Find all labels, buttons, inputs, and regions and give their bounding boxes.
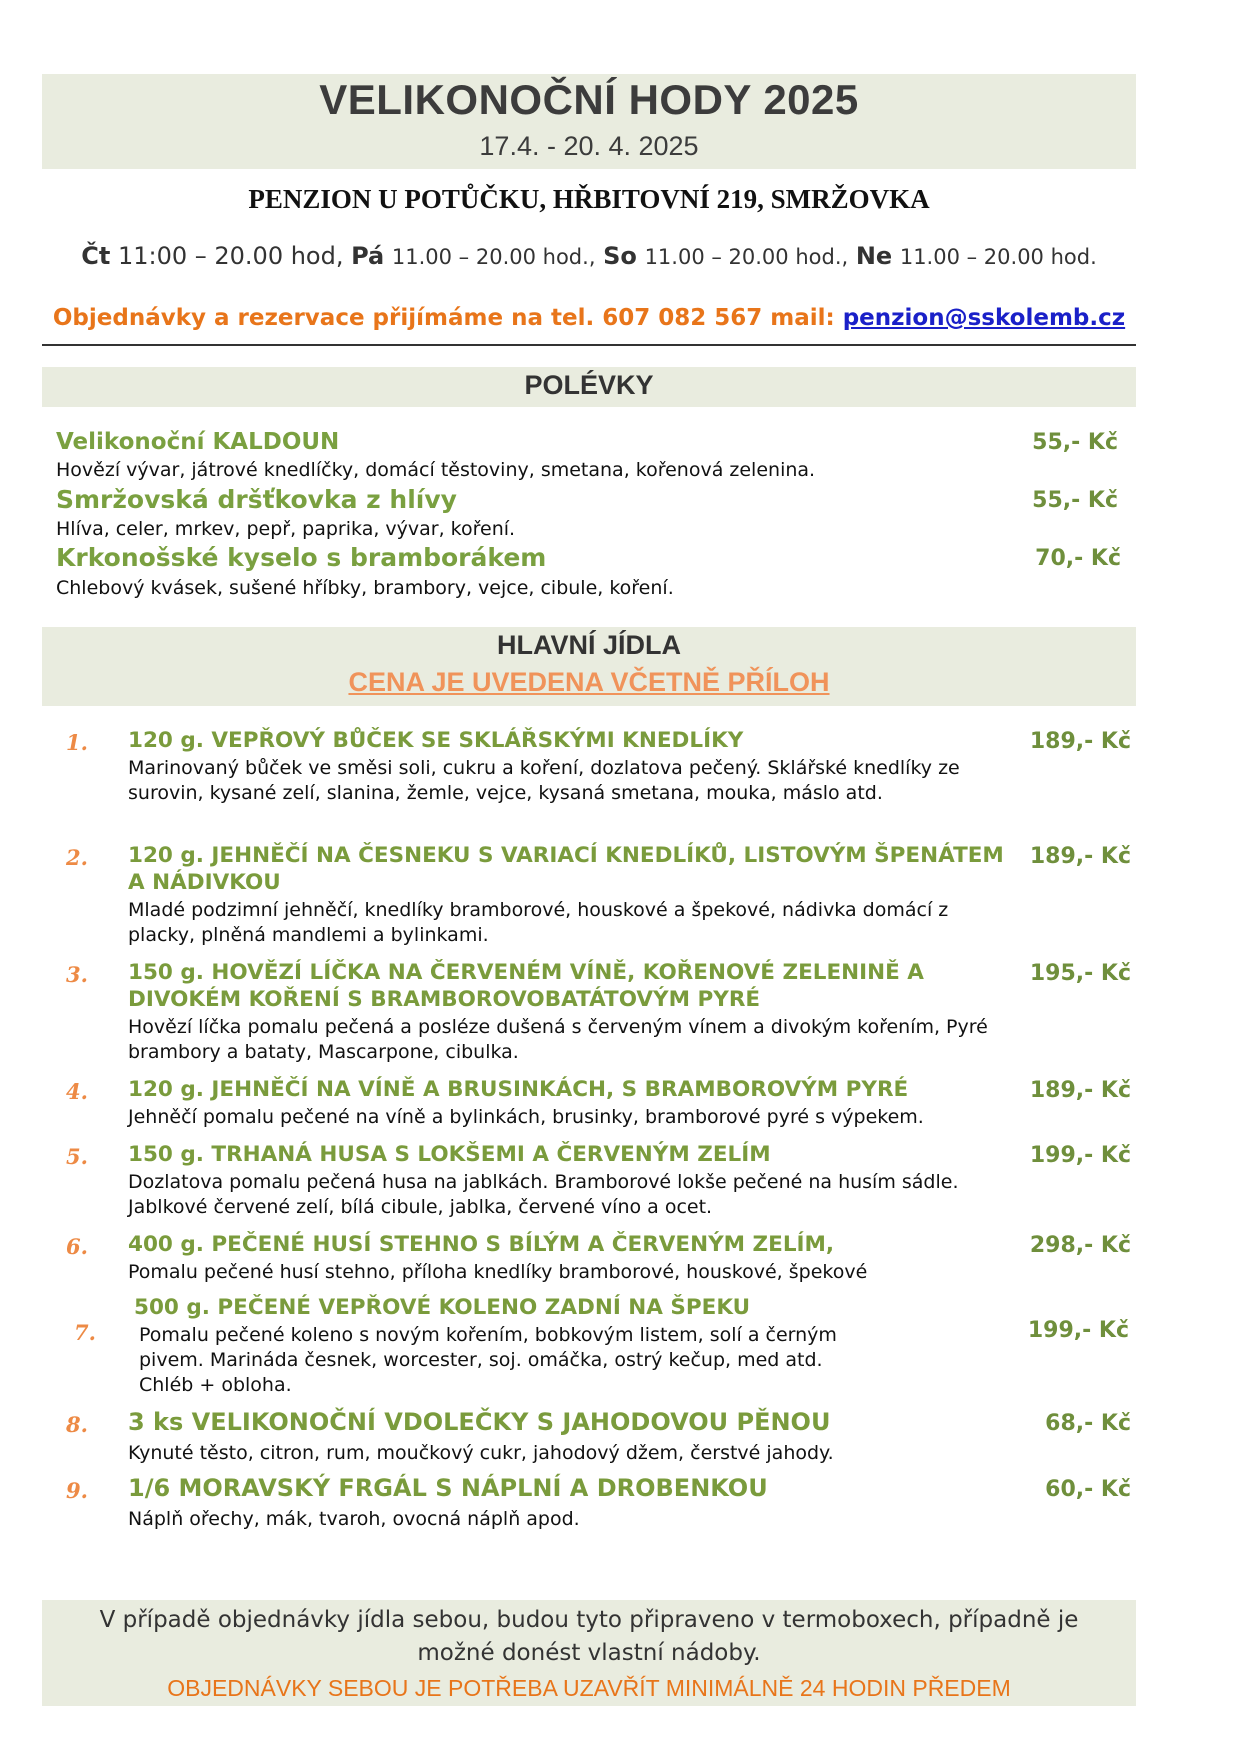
dish-name: 120 g. JEHNĚČÍ NA ČESNEKU S VARIACÍ KNEDLÍKŮ, LISTOVÝM ŠPENÁTEM A NÁDIVKOU [128, 843, 1004, 895]
hours-fri: 11.00 – 20.00 hod., [391, 245, 596, 269]
dish-description-text: Marinovaný bůček ve směsi soli, cukru a koření, dozlatova pečený. Sklářské knedlíky ze surovin, kysané zelí, slanina, žemle, vejce, kysaná smetana, mouka, máslo atd. [128, 757, 960, 804]
hours-sat: 11.00 – 20.00 hod., [644, 245, 849, 269]
dish-name: 400 g. PEČENÉ HUSÍ STEHNO S BÍLÝM A ČERVENÝM ZELÍM, [128, 1232, 835, 1257]
dish-number: 7. [74, 1320, 96, 1345]
dish-description [128, 756, 1008, 806]
dish-price: 189,- Kč [1029, 729, 1131, 754]
soup-name: Smržovská dršťkovka z hlívy [56, 485, 457, 514]
dish-price: 189,- Kč [1029, 844, 1131, 869]
hours-thu: 11:00 – 20.00 hod, [117, 242, 344, 270]
dish-number: 9. [66, 1478, 88, 1503]
dish-description: Pomalu pečené husí stehno, příloha knedlíky bramborové, houskové, špekové [128, 1261, 868, 1283]
dish-name: 500 g. PEČENÉ VEPŘOVÉ KOLENO ZADNÍ NA ŠPEKU [134, 1295, 751, 1320]
divider [42, 344, 1136, 346]
opening-hours [42, 242, 1136, 270]
dish-price: 60,- Kč [1045, 1477, 1131, 1502]
soup-description: Hovězí vývar, játrové knedlíčky, domácí těstoviny, smetana, kořenová zelenina. [56, 459, 816, 481]
dish-number: 2. [66, 845, 88, 870]
dish-number: 6. [66, 1234, 88, 1259]
dish-description: Kynuté těsto, citron, rum, moučkový cukr, jahodový džem, čerstvé jahody. [128, 1442, 834, 1464]
dish-number: 5. [66, 1144, 88, 1169]
dish-name: 120 g. JEHNĚČÍ NA VÍNĚ A BRUSINKÁCH, S BRAMBOROVÝM PYRÉ [128, 1077, 909, 1102]
day-sun: Ne [855, 242, 893, 270]
dish-number: 8. [66, 1412, 88, 1437]
day-sat: So [603, 242, 637, 270]
dish-description: Mladé podzimní jehněčí, knedlíky bramborové, houskové a špekové, nádivka domácí z placky, plněná mandlemi a bylinkami. [128, 899, 949, 946]
dish-number: 3. [66, 962, 88, 987]
page-title: VELIKONOČNÍ HODY 2025 [319, 76, 859, 123]
dish-name: 150 g. HOVĚZÍ LÍČKA NA ČERVENÉM VÍNĚ, KOŘENOVÉ ZELENINĚ A DIVOKÉM KOŘENÍ S BRAMBOROVOBATÁTOVÝM PYRÉ [128, 960, 924, 1012]
mains-heading: HLAVNÍ JÍDLA [496, 630, 681, 660]
dish-name: 1/6 MORAVSKÝ FRGÁL S NÁPLNÍ A DROBENKOU [128, 1474, 768, 1502]
soup-price: 70,- Kč [1035, 546, 1121, 571]
dish-name: 120 g. VEPŘOVÝ BŮČEK SE SKLÁŘSKÝMI KNEDLÍKY [128, 728, 744, 753]
footer-note [70, 1604, 1108, 1670]
event-dates: 17.4. - 20. 4. 2025 [479, 131, 699, 161]
venue-address: PENZION U POTŮČKU, HŘBITOVNÍ 219, SMRŽOVKA [248, 184, 930, 214]
contact-text: Objednávky a rezervace přijímáme na tel. 607 082 567 mail: [52, 305, 835, 331]
dish-name: 3 ks VELIKONOČNÍ VDOLEČKY S JAHODOVOU PĚNOU [128, 1408, 831, 1436]
dish-description: Dozlatova pomalu pečená husa na jablkách. Bramborové lokše pečené na husím sádle. Jablkové červené zelí, bílá cibule, jablka, červené víno a ocet. [128, 1171, 959, 1218]
dish-number: 4. [66, 1079, 88, 1104]
dish-description: Jehněčí pomalu pečené na víně a bylinkách, brusinky, bramborové pyré s výpekem. [128, 1106, 924, 1128]
dish-price: 199,- Kč [1027, 1318, 1129, 1343]
footer-note-text: V případě objednávky jídla sebou, budou tyto připraveno v termoboxech, případně je možné donést vlastní nádoby. [99, 1607, 1079, 1666]
soup-name: Krkonošské kyselo s bramborákem [56, 543, 547, 572]
dish-price: 199,- Kč [1029, 1143, 1131, 1168]
soup-description: Chlebový kvásek, sušené hříbky, brambory, vejce, cibule, koření. [56, 577, 674, 599]
email-link[interactable]: penzion@sskolemb.cz [842, 305, 1126, 331]
dish-number: 1. [66, 730, 88, 755]
mains-subheading [42, 667, 1136, 698]
dish-description: Pomalu pečené koleno s novým kořením, bobkovým listem, solí a černým pivem. Marináda česnek, worcester, soj. omáčka, ostrý kečup, med atd. Chléb + obloha. [139, 1324, 837, 1396]
dish-name: 150 g. TRHANÁ HUSA S LOKŠEMI A ČERVENÝM ZELÍM [128, 1142, 771, 1167]
mains-subheading-text: CENA JE UVEDENA VČETNĚ PŘÍLOH [348, 667, 830, 697]
dish-price: 68,- Kč [1045, 1411, 1131, 1436]
day-fri: Pá [351, 242, 385, 270]
contact-line [42, 305, 1136, 331]
soup-description: Hlíva, celer, mrkev, pepř, paprika, vývar, koření. [56, 518, 516, 540]
soup-price: 55,- Kč [1032, 488, 1118, 513]
hours-sun: 11.00 – 20.00 hod. [899, 245, 1097, 269]
soup-price: 55,- Kč [1032, 430, 1118, 455]
day-thu: Čt [81, 242, 111, 270]
soup-name: Velikonoční KALDOUN [56, 429, 340, 455]
dish-price: 195,- Kč [1029, 961, 1131, 986]
dish-price: 298,- Kč [1029, 1233, 1131, 1258]
dish-description: Hovězí líčka pomalu pečená a posléze dušená s červeným vínem a divokým kořením, Pyré brambory a bataty, Mascarpone, cibulka. [128, 1016, 988, 1063]
footer-notice: OBJEDNÁVKY SEBOU JE POTŘEBA UZAVŘÍT MINIMÁLNĚ 24 HODIN PŘEDEM [167, 1675, 1011, 1701]
dish-description: Náplň ořechy, mák, tvaroh, ovocná náplň apod. [128, 1508, 580, 1530]
dish-price: 189,- Kč [1029, 1078, 1131, 1103]
soups-heading: POLÉVKY [524, 370, 654, 400]
